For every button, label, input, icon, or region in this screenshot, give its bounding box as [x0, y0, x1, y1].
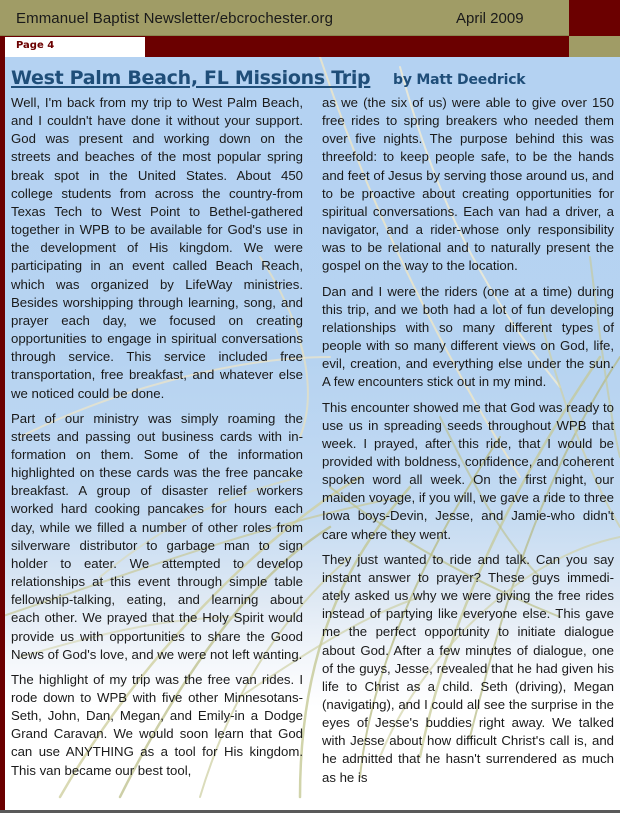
- paragraph: as we (the six of us) were able to give over 150 free rides to spring breakers who needed them over five nights. The purpose behind this was threefold: to keep people safe, to be the hands and feet of Jesus by serving those around us, and to be proactive about creating opportunities for spiritual conversations. Each van had a driver, a navigator, and a rider-whose only responsibility was to be relational and to naturally present the gospel on the way to the location.: [322, 95, 614, 274]
- article-byline: by Matt Deedrick: [393, 72, 526, 88]
- page-number-tab: [5, 37, 145, 57]
- paragraph: Part of our ministry was simply roaming the streets and passing out business cards with information on them. Some of the information highlighted on these cards was the free pancake breakfast. A group of disaster relief workers worked hard cooking pancakes for hours each day, while we filled a number of other roles from silverware distributor to garbage man to sign holder to eater. We attempted to develop relationships at this event through simple table fellowship-talking, eating, and learning about each other. We prayed that the Holy Spirit would provide us with opportunities to share the Good News of God's love, and we were not left wanting.: [11, 410, 303, 662]
- issue-date: April 2009: [456, 10, 524, 27]
- paragraph: Well, I'm back from my trip to West Palm Beach, and I couldn't have done it without your support. God was present and working down on the streets and beaches of the most popular spring break spot in the United States. About 450 college students from across the country-from Texas Tech to West Point to Bethel-gathered together in WPB to be available for God's use in the development of His kingdom. We were participating in an event called Beach Reach, which was organized by LifeWay ministries. Besides worshipping through learning, song, and prayer each day, we focused on creating opportunities to engage in spiritual conversations through service. This service included free transportation, free breakfast, and whatever else we noticed could be done.: [11, 95, 303, 401]
- left-margin-rule: [0, 57, 5, 813]
- paragraph: This encounter showed me that God was ready to use us in spreading seeds throughout WPB that week. I prayed, after this ride, that I would be provided with boldness, confidence, and coherent spoken word all week. On the first night, our maiden voyage, if you will, we gave a ride to three Iowa boys-Devin, Jesse, and Jamie-who didn't care where they went.: [322, 399, 614, 542]
- subband-corner-block: [569, 36, 620, 57]
- header-band: [0, 0, 569, 36]
- article-title: West Palm Beach, FL Missions Trip: [11, 67, 371, 89]
- header-corner-block: [569, 0, 620, 36]
- paragraph: They just wanted to ride and talk. Can you say instant answer to prayer? These guys immediately asked us why we were giving the free rides instead of partying like everyone else. This gave me the perfect opportunity to initiate dialogue about God. After a few minutes of dialogue, one of the guys, Jesse, revealed that he had given his life to Christ as a child. Seth (driving), Megan (navigating), and I could all see the surprise in the eyes of Jesse's buddies right away. We talked with Jesse about how difficult Christ's call is, and he admitted that he hasn't surrendered as much as he is: [322, 551, 614, 785]
- article-content: [0, 57, 620, 813]
- newsletter-title: Emmanuel Baptist Newsletter/ebcrochester.org: [16, 10, 334, 27]
- paragraph: The highlight of my trip was the free van rides. I rode down to WPB with five other Minnesotans-Seth, John, Dan, Megan, and Emily-in a Dodge Grand Caravan. We would soon learn that God can use ANYTHING as a tool for His kingdom. This van became our best tool,: [11, 671, 303, 778]
- left-column: [11, 94, 303, 787]
- right-column: [322, 94, 614, 794]
- page-number-label: Page 4: [16, 40, 55, 51]
- paragraph: Dan and I were the riders (one at a time) during this trip, and we both had a lot of fun developing relationships with so many different types of people with so many different views on God, life, evil, creation, and everything else under the sun. A few encounters stick out in my mind.: [322, 283, 614, 390]
